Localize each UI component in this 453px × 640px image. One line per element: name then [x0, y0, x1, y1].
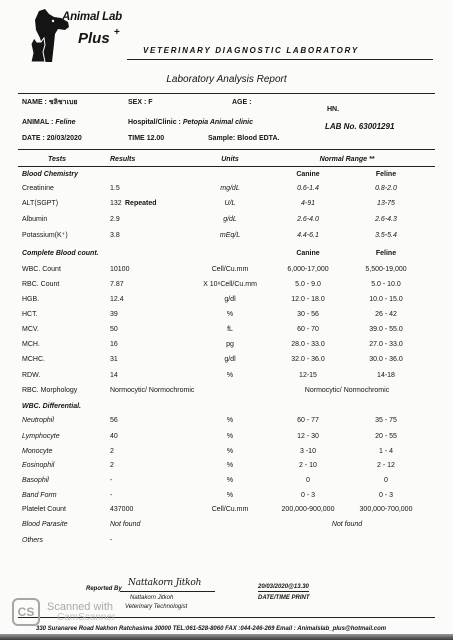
test-result: 10100 — [110, 266, 130, 273]
clinic-label: Hospital/Clinic : — [128, 119, 181, 126]
feline-range: 20 - 55 — [375, 433, 397, 440]
feline-range: 39.0 - 55.0 — [369, 326, 403, 333]
test-result: 14 — [110, 372, 118, 379]
report-title: Laboratory Analysis Report — [166, 74, 287, 85]
test-unit: % — [226, 477, 234, 484]
camscanner-logo: CS — [12, 598, 40, 626]
header-units: Units — [221, 156, 239, 163]
section-title: Blood Chemistry — [22, 171, 79, 178]
canine-header: Canine — [296, 250, 320, 257]
reporter-name: Nattakorn Jitkoh — [130, 595, 174, 601]
test-result: 40 — [110, 433, 118, 440]
test-unit: g/dL — [223, 216, 237, 223]
feline-range: 27.0 - 33.0 — [369, 341, 403, 348]
print-datetime: 20/03/2020@13.30 — [258, 584, 309, 590]
feline-range: 0 - 3 — [378, 492, 393, 499]
test-result: 1.5 — [110, 185, 120, 192]
header-tests: Tests — [48, 156, 67, 163]
test-unit: % — [226, 417, 234, 424]
test-result: 2.9 — [110, 216, 120, 223]
header-results: Results — [110, 156, 136, 163]
feline-range: 5,500-19,000 — [365, 266, 407, 273]
test-unit: % — [226, 462, 234, 469]
feline-range: 2 - 12 — [377, 462, 395, 469]
lab-no-label: LAB No. — [325, 122, 357, 131]
table-row — [0, 231, 453, 241]
watermark-camscanner: CamScanner — [57, 612, 116, 623]
patient-age — [232, 98, 251, 108]
test-result: 39 — [110, 311, 118, 318]
feline-range: 10.0 - 15.0 — [369, 296, 403, 303]
table-row — [0, 184, 453, 194]
feline-range: 5.0 - 10.0 — [371, 281, 401, 288]
table-row — [0, 215, 453, 225]
table-row — [0, 325, 453, 335]
lab-address: 330 Suranaree Road Nakhon Ratchasima 30000 TEL:061-528-8060 FAX :044-246-269 Email : Animalslab_plus@hotmail.com — [36, 626, 387, 632]
canine-range: 60 - 77 — [297, 417, 319, 424]
test-result: 437000 — [110, 506, 134, 513]
test-unit: % — [226, 492, 234, 499]
clinic-value: Petopia Animal clinic — [182, 119, 254, 126]
patient-name — [22, 98, 78, 108]
test-result: - — [110, 492, 113, 499]
test-result: - — [110, 537, 113, 544]
canine-range: 2 - 10 — [299, 462, 317, 469]
test-unit: Cell/Cu.mm — [211, 506, 249, 513]
test-name: Basophil — [22, 477, 49, 484]
table-row — [0, 416, 453, 426]
test-name: Others — [22, 537, 44, 544]
test-name: Lymphocyte — [22, 433, 60, 440]
lab-number — [325, 122, 394, 132]
test-unit: % — [226, 433, 234, 440]
feline-range: 30.0 - 36.0 — [369, 356, 403, 363]
canine-range: 4.4-6.1 — [297, 232, 319, 239]
canine-range: 3 -10 — [300, 448, 316, 455]
divider — [18, 166, 435, 167]
test-name: RDW. — [22, 372, 41, 379]
canine-range: 0 - 3 — [300, 492, 315, 499]
test-unit: g/dl — [224, 296, 236, 303]
patient-clinic — [128, 118, 253, 128]
test-unit: mEq/L — [219, 232, 241, 239]
time-value: 12.00 — [146, 135, 165, 142]
canine-range: 6,000-17,000 — [287, 266, 329, 273]
canine-range: 200,000-900,000 — [281, 506, 335, 513]
table-row — [0, 295, 453, 305]
test-result: 2 — [110, 448, 114, 455]
canine-range: 12-15 — [299, 372, 317, 379]
test-result: 50 — [110, 326, 118, 333]
feline-header: Feline — [375, 250, 397, 257]
sample-type — [208, 134, 279, 144]
canine-range: 4-91 — [300, 200, 315, 207]
logo-text-plus: Plus — [78, 30, 110, 47]
feline-range: 35 - 75 — [375, 417, 397, 424]
canine-range: 28.0 - 33.0 — [291, 341, 325, 348]
table-row — [0, 536, 453, 546]
canine-range: 5.0 - 9.0 — [295, 281, 321, 288]
sample-value: Blood EDTA. — [237, 135, 280, 142]
test-result: 7.87 — [110, 281, 124, 288]
table-row — [0, 340, 453, 350]
sex-value: F — [148, 99, 153, 106]
table-row — [0, 491, 453, 501]
test-unit: % — [226, 448, 234, 455]
section-title: Complete Blood count. — [22, 250, 99, 257]
feline-range: 0 — [384, 477, 388, 484]
age-label: AGE : — [232, 99, 252, 106]
test-name: MCH. — [22, 341, 40, 348]
canine-header: Canine — [296, 171, 320, 178]
test-unit: mg/dL — [220, 185, 240, 192]
table-row — [0, 310, 453, 320]
test-name: Eosinophil — [22, 462, 55, 469]
signature-line — [120, 591, 215, 592]
divider — [18, 93, 435, 94]
table-row — [0, 265, 453, 275]
canine-range: 30 - 56 — [297, 311, 319, 318]
test-unit: pg — [226, 341, 234, 348]
test-result: Normocytic/ Normochromic — [110, 387, 195, 394]
test-result: 31 — [110, 356, 118, 363]
canine-range: 12 - 30 — [297, 433, 319, 440]
time-label: TIME — [128, 135, 145, 142]
name-label: NAME : — [22, 99, 47, 106]
name-value: ชลิชาเบย — [48, 99, 78, 106]
test-unit: fL — [227, 326, 233, 333]
report-time — [128, 134, 164, 144]
animal-value: Feline — [55, 119, 76, 126]
header-rule — [127, 59, 433, 60]
hn-label: HN. — [327, 106, 340, 113]
table-row — [0, 199, 453, 209]
test-name: MCV. — [22, 326, 39, 333]
test-name: RBC. Morphology — [22, 387, 78, 394]
report-date — [22, 134, 82, 144]
test-name: WBC. Count — [22, 266, 61, 273]
table-row — [0, 476, 453, 486]
test-name: HGB. — [22, 296, 40, 303]
patient-sex — [128, 98, 153, 108]
animal-label: ANIMAL : — [22, 119, 54, 126]
table-row — [0, 371, 453, 381]
test-name: Neutrophil — [22, 417, 54, 424]
feline-range: 300,000-700,000 — [359, 506, 413, 513]
test-result: - — [110, 477, 113, 484]
test-unit: % — [226, 311, 234, 318]
date-value: 20/03/2020 — [46, 135, 82, 142]
canine-range: 0 — [306, 477, 310, 484]
test-result: 16 — [110, 341, 118, 348]
feline-range: 14-18 — [377, 372, 395, 379]
test-name: Potassium(K⁺) — [22, 232, 68, 239]
watermark-scanned-with: Scanned with — [47, 601, 114, 613]
date-label: DATE : — [22, 135, 45, 142]
test-unit: g/dl — [224, 356, 236, 363]
reported-by-label: Reported By — [86, 586, 122, 592]
canine-range: 32.0 - 36.0 — [291, 356, 325, 363]
patient-animal — [22, 118, 76, 128]
table-row — [0, 447, 453, 457]
table-row — [0, 505, 453, 515]
signature: Nattakorn Jitkoh — [128, 578, 202, 588]
table-row — [0, 432, 453, 442]
feline-range: 26 - 42 — [375, 311, 397, 318]
print-datetime-label: DATE/TIME PRINT — [258, 595, 310, 601]
section-wbc-differential — [0, 402, 453, 412]
test-result: 56 — [110, 417, 118, 424]
test-name: Band Form — [22, 492, 57, 499]
test-result: 132 — [110, 200, 122, 207]
feline-header: Feline — [375, 171, 397, 178]
header-normal-range: Normal Range ** — [319, 156, 375, 163]
canine-range: 60 - 70 — [297, 326, 319, 333]
section-blood-chemistry — [0, 170, 453, 180]
test-name: MCHC. — [22, 356, 45, 363]
canine-range: 2.6-4.0 — [297, 216, 319, 223]
logo-text-animal-lab: Animal Lab — [62, 11, 122, 23]
section-title: WBC. Differential. — [22, 403, 81, 410]
canine-range: 0.6-1.4 — [297, 185, 319, 192]
test-name: ALT(SGPT) — [22, 200, 59, 207]
test-unit: % — [226, 372, 234, 379]
test-result: 2 — [110, 462, 114, 469]
table-row — [0, 461, 453, 471]
sex-label: SEX : — [128, 99, 147, 106]
table-row — [0, 520, 453, 530]
test-name: Albumin — [22, 216, 48, 223]
table-row — [0, 355, 453, 365]
test-name: Monocyte — [22, 448, 53, 455]
test-name: Creatinine — [22, 185, 54, 192]
sample-label: Sample: — [208, 135, 236, 142]
feline-range: 3.5-5.4 — [375, 232, 397, 239]
feline-range: 2.6-4.3 — [375, 216, 397, 223]
feline-range: 0.8-2.0 — [375, 185, 397, 192]
normal-range: Normocytic/ Normochromic — [304, 387, 390, 394]
lab-name: VETERINARY DIAGNOSTIC LABORATORY — [143, 46, 359, 55]
test-unit: U/L — [224, 200, 236, 207]
test-name: Blood Parasite — [22, 521, 68, 528]
test-name: HCT. — [22, 311, 38, 318]
test-unit: X 10⁶Cell/Cu.mm — [203, 281, 257, 288]
test-name: Platelet Count — [22, 506, 66, 513]
canine-range: 12.0 - 18.0 — [291, 296, 325, 303]
normal-range: Not found — [331, 521, 363, 528]
logo-text-plus-sign: + — [114, 27, 120, 38]
test-unit: Cell/Cu.mm — [211, 266, 249, 273]
feline-range: 1 - 4 — [378, 448, 393, 455]
table-row — [0, 386, 453, 396]
lab-no-value: 63001291 — [358, 122, 395, 131]
scan-edge-shadow — [0, 634, 453, 640]
table-header — [0, 155, 453, 165]
section-complete-blood-count — [0, 249, 453, 259]
test-result: Not found — [110, 521, 141, 528]
result-flag: Repeated — [125, 200, 157, 207]
test-name: RBC. Count — [22, 281, 60, 288]
test-result: 12.4 — [110, 296, 124, 303]
test-result: 3.8 — [110, 232, 120, 239]
divider — [18, 149, 435, 150]
table-row — [0, 280, 453, 290]
feline-range: 13-75 — [377, 200, 395, 207]
reporter-title: Veterinary Technologist — [125, 604, 188, 610]
